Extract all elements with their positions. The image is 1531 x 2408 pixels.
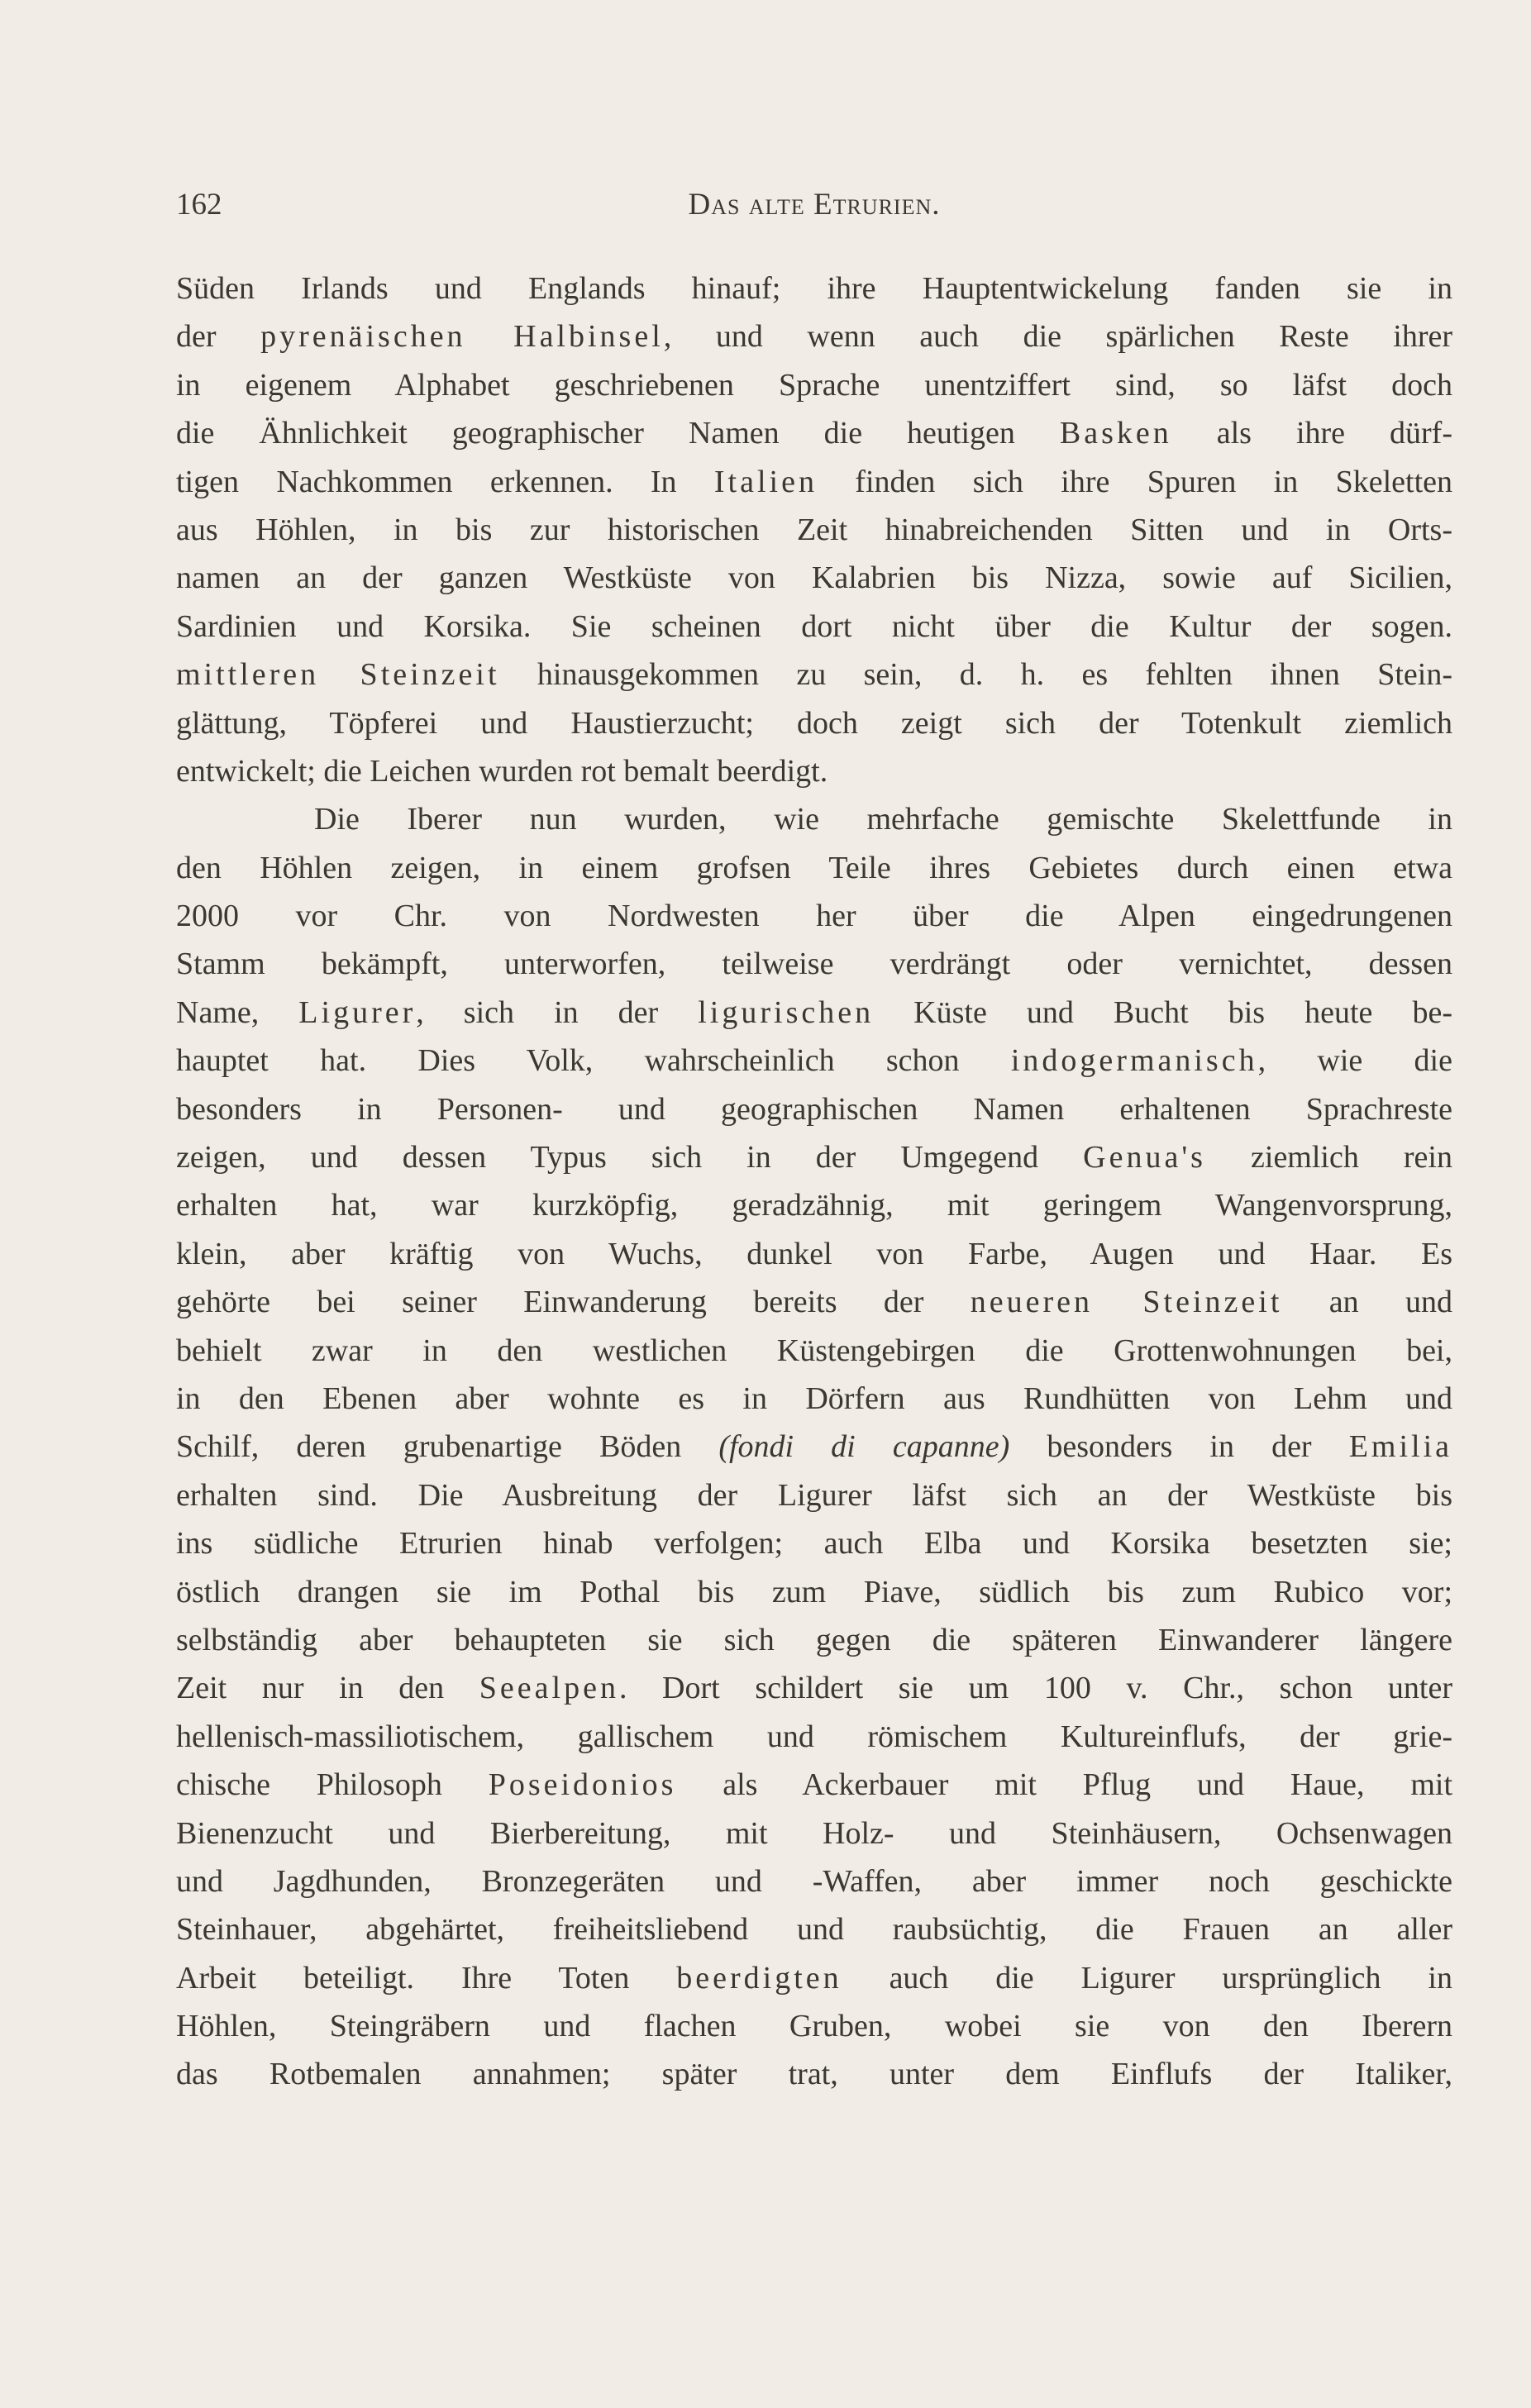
text-line bbox=[176, 409, 1452, 457]
text-segment: das Rotbemalen annahmen; später trat, unter dem Einflufs der Italiker, bbox=[176, 2057, 1452, 2092]
text-line bbox=[176, 795, 1452, 843]
text-segment: , und wenn auch die spärlichen Reste ihrer bbox=[663, 319, 1452, 355]
text-segment: der bbox=[176, 319, 261, 355]
text-segment: Name, bbox=[176, 994, 299, 1030]
text-segment: zeigen, und dessen Typus sich in der Umgegend bbox=[176, 1140, 1084, 1175]
spaced-emphasis: Seealpen bbox=[479, 1671, 619, 1706]
text-line bbox=[176, 312, 1452, 360]
text-segment: an und bbox=[1282, 1285, 1452, 1320]
text-line bbox=[176, 554, 1452, 602]
text-line bbox=[176, 2050, 1452, 2098]
text-segment: Steinhauer, abgehärtet, freiheitsliebend und raubsüchtig, die Frauen an aller bbox=[176, 1912, 1452, 1948]
text-segment: . Dort schildert sie um 100 v. Chr., schon unter bbox=[618, 1671, 1452, 1706]
text-segment: hauptet hat. Dies Volk, wahrscheinlich schon bbox=[176, 1043, 1011, 1079]
running-title: Das alte Etrurien. bbox=[688, 188, 941, 222]
text-segment: glättung, Töpferei und Haustierzucht; doch zeigt sich der Totenkult ziemlich bbox=[176, 705, 1452, 741]
spaced-emphasis: Emilia bbox=[1348, 1429, 1452, 1465]
text-line bbox=[176, 844, 1452, 892]
text-segment: Arbeit beteiligt. Ihre Toten bbox=[176, 1960, 677, 1996]
text-segment: Stamm bekämpft, unterworfen, teilweise verdrängt oder vernichtet, dessen bbox=[176, 947, 1452, 982]
text-segment: behielt zwar in den westlichen Küstengebirgen die Grottenwohnungen bei, bbox=[176, 1333, 1452, 1368]
text-segment: in eigenem Alphabet geschriebenen Sprache unentziffert sind, so läfst doch bbox=[176, 367, 1452, 403]
spaced-emphasis: Genua's bbox=[1083, 1140, 1206, 1175]
text-line bbox=[176, 1085, 1452, 1133]
text-segment: ins südliche Etrurien hinab verfolgen; auch Elba und Korsika besetzten sie; bbox=[176, 1526, 1452, 1562]
text-line bbox=[176, 1375, 1452, 1423]
text-segment: besonders in der bbox=[1009, 1429, 1349, 1465]
text-segment: Sardinien und Korsika. Sie scheinen dort nicht über die Kultur der sogen. bbox=[176, 608, 1452, 644]
text-line bbox=[176, 1278, 1452, 1326]
text-line bbox=[176, 1857, 1452, 1905]
spaced-emphasis: Poseidonios bbox=[488, 1767, 677, 1803]
text-line bbox=[176, 361, 1452, 409]
spaced-emphasis: Basken bbox=[1059, 416, 1172, 451]
text-segment: östlich drangen sie im Pothal bis zum Piave, südlich bis zum Rubico vor; bbox=[176, 1574, 1452, 1609]
text-line bbox=[176, 1616, 1452, 1664]
text-line bbox=[176, 1568, 1452, 1616]
text-segment: finden sich ihre Spuren in Skeletten bbox=[817, 464, 1452, 499]
text-line bbox=[176, 1810, 1452, 1857]
text-line bbox=[176, 506, 1452, 554]
text-line bbox=[176, 1519, 1452, 1567]
text-segment: , sich in der bbox=[416, 994, 699, 1030]
text-segment: Höhlen, Steingräbern und flachen Gruben, wobei sie von den Iberern bbox=[176, 2009, 1452, 2044]
text-line bbox=[176, 747, 1452, 795]
page-number: 162 bbox=[176, 188, 222, 222]
text-line bbox=[176, 1954, 1452, 2002]
text-line bbox=[176, 2002, 1452, 2050]
text-line bbox=[176, 458, 1452, 506]
text-segment: gehörte bei seiner Einwanderung bereits der bbox=[176, 1285, 971, 1320]
text-line bbox=[176, 265, 1452, 312]
text-segment: klein, aber kräftig von Wuchs, dunkel von Farbe, Augen und Haar. Es bbox=[176, 1236, 1452, 1271]
text-line bbox=[176, 1230, 1452, 1278]
spaced-emphasis: ligurischen bbox=[698, 994, 875, 1030]
text-line bbox=[176, 940, 1452, 988]
text-segment: die Ähnlichkeit geographischer Namen die heutigen bbox=[176, 416, 1060, 451]
text-segment: den Höhlen zeigen, in einem grofsen Teile ihres Gebietes durch einen etwa bbox=[176, 850, 1452, 885]
text-segment: entwickelt; die Leichen wurden rot bemalt beerdigt. bbox=[176, 753, 828, 789]
text-segment: aus Höhlen, in bis zur historischen Zeit hinabreichenden Sitten und in Orts- bbox=[176, 512, 1452, 547]
text-segment: Bienenzucht und Bierbereitung, mit Holz- und Steinhäusern, Ochsenwagen bbox=[176, 1815, 1452, 1851]
text-segment: erhalten sind. Die Ausbreitung der Ligurer läfst sich an der Westküste bis bbox=[176, 1477, 1452, 1513]
text-segment: auch die Ligurer ursprünglich in bbox=[842, 1960, 1452, 1996]
text-segment: Schilf, deren grubenartige Böden bbox=[176, 1429, 719, 1465]
text-line bbox=[176, 1905, 1452, 1953]
spaced-emphasis: mittleren Steinzeit bbox=[176, 657, 500, 693]
text-segment: Küste und Bucht bis heute be- bbox=[874, 994, 1452, 1030]
text-line bbox=[176, 1181, 1452, 1229]
text-line bbox=[176, 989, 1452, 1037]
spaced-emphasis: pyrenäischen Halbinsel bbox=[260, 319, 664, 355]
text-segment: und Jagdhunden, Bronzegeräten und -Waffen, aber immer noch geschickte bbox=[176, 1863, 1452, 1899]
text-line bbox=[176, 1327, 1452, 1375]
spaced-emphasis: Italien bbox=[713, 464, 818, 499]
spaced-emphasis: beerdigten bbox=[676, 1960, 842, 1996]
text-segment: namen an der ganzen Westküste von Kalabrien bis Nizza, sowie auf Sicilien, bbox=[176, 560, 1452, 596]
text-segment: in den Ebenen aber wohnte es in Dörfern aus Rundhütten von Lehm und bbox=[176, 1380, 1452, 1416]
text-segment: hinausgekommen zu sein, d. h. es fehlten ihnen Stein- bbox=[499, 657, 1452, 693]
text-line bbox=[176, 1133, 1452, 1181]
text-line bbox=[176, 699, 1452, 747]
text-segment: Süden Irlands und Englands hinauf; ihre Hauptentwickelung fanden sie in bbox=[176, 271, 1452, 306]
text-segment: als Ackerbauer mit Pflug und Haue, mit bbox=[676, 1767, 1452, 1803]
text-segment: , wie die bbox=[1257, 1043, 1452, 1079]
spaced-emphasis: indogermanisch bbox=[1010, 1043, 1258, 1079]
text-segment: hellenisch-massiliotischem, gallischem und römischem Kultureinflufs, der grie- bbox=[176, 1719, 1452, 1754]
text-line bbox=[176, 1713, 1452, 1761]
text-segment: erhalten hat, war kurzköpfig, geradzähnig, mit geringem Wangenvorsprung, bbox=[176, 1188, 1452, 1223]
text-line bbox=[176, 892, 1452, 940]
text-segment: tigen Nachkommen erkennen. In bbox=[176, 464, 714, 499]
text-segment: ziemlich rein bbox=[1205, 1140, 1452, 1175]
text-segment: besonders in Personen- und geographischen Namen erhaltenen Sprachreste bbox=[176, 1091, 1452, 1127]
text-segment: Zeit nur in den bbox=[176, 1671, 479, 1706]
text-line bbox=[176, 1471, 1452, 1519]
text-segment: Die Iberer nun wurden, wie mehrfache gemischte Skelettfunde in bbox=[314, 802, 1452, 837]
text-line bbox=[176, 1761, 1452, 1809]
text-line bbox=[176, 603, 1452, 651]
italic-term: (fondi di capanne) bbox=[718, 1429, 1010, 1465]
text-segment: selbständig aber behaupteten sie sich gegen die späteren Einwanderer längere bbox=[176, 1622, 1452, 1657]
text-segment: 2000 vor Chr. von Nordwesten her über die Alpen eingedrungenen bbox=[176, 899, 1452, 934]
text-segment: als ihre dürf- bbox=[1171, 416, 1452, 451]
spaced-emphasis: neueren Steinzeit bbox=[970, 1285, 1283, 1320]
text-line bbox=[176, 1423, 1452, 1471]
text-line bbox=[176, 1037, 1452, 1085]
text-segment: chische Philosoph bbox=[176, 1767, 489, 1803]
running-head bbox=[176, 184, 1452, 226]
spaced-emphasis: Ligurer bbox=[298, 994, 417, 1030]
text-line bbox=[176, 1664, 1452, 1712]
text-line bbox=[176, 651, 1452, 699]
body-text bbox=[176, 265, 1452, 2099]
